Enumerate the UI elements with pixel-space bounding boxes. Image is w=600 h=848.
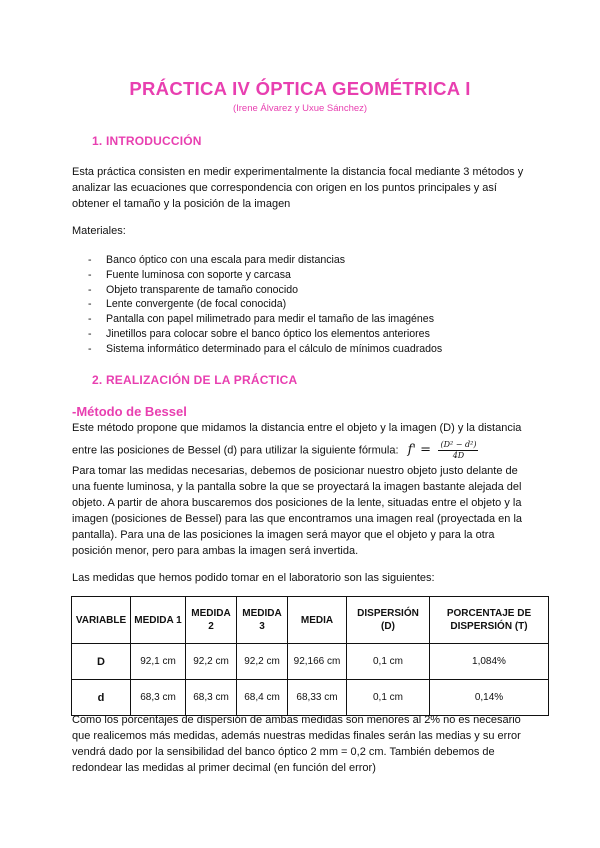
- formula-denominator: 4D: [452, 451, 465, 460]
- materials-label: Materiales:: [72, 225, 126, 237]
- intro-paragraph: Esta práctica consisten en medir experimentalmente la distancia focal mediante 3 métodos y analizar las ecuaciones que correspondencia con origen en los puntos principales y así obtener el tamaño y la posición de la imagen: [72, 166, 524, 210]
- section-realizacion-heading: 2. REALIZACIÓN DE LA PRÁCTICA: [92, 373, 298, 387]
- bessel-line-1: Este método propone que midamos la distancia entre el objeto y la imagen (D) y la distancia: [72, 422, 522, 434]
- measurements-table: [71, 596, 549, 716]
- materials-list: [88, 253, 442, 357]
- table-header-row: [72, 597, 549, 644]
- table-cell: 68,3 cm: [131, 680, 186, 716]
- table-cell: d: [72, 680, 131, 716]
- bessel-line-2-with-formula: [72, 440, 542, 461]
- header-medida-1: MEDIDA 1: [131, 597, 186, 644]
- formula-numerator: (D² − d²): [440, 440, 477, 449]
- table-intro: Las medidas que hemos podido tomar en el laboratorio son las siguientes:: [72, 572, 435, 584]
- list-item: - Lente convergente (de focal conocida): [88, 297, 442, 312]
- procedure-paragraph: Para tomar las medidas necesarias, debemos de posicionar nuestro objeto justo delante de una fuente luminosa, y la pantalla sobre la que se proyectará la imagen bastante alejada del objeto. A partir de ahora buscaremos dos posiciones de la lente, situadas entre el objeto y la imagen (posiciones de Bessel) para las que encontramos una imagen real (proyectada en la pantalla). Para una de las posiciones la imagen será mayor que el objeto y para la otra posición menor, pero para ambas la imagen será invertida.: [72, 465, 523, 557]
- table-cell: 92,166 cm: [288, 644, 347, 680]
- document-title: PRÁCTICA IV ÓPTICA GEOMÉTRICA I: [129, 78, 471, 99]
- table-cell: 92,1 cm: [131, 644, 186, 680]
- table-cell: 0,1 cm: [347, 644, 430, 680]
- table-row: [72, 680, 549, 716]
- header-variable: VARIABLE: [72, 597, 131, 644]
- table-cell: 0,14%: [430, 680, 549, 716]
- bessel-method-heading: -Método de Bessel: [72, 404, 187, 419]
- table-cell: 68,33 cm: [288, 680, 347, 716]
- table-cell: 92,2 cm: [237, 644, 288, 680]
- header-medida-3: MEDIDA 3: [237, 597, 288, 644]
- formula-fraction: [438, 440, 478, 461]
- table-cell: 92,2 cm: [186, 644, 237, 680]
- header-media: MEDIA: [288, 597, 347, 644]
- header-dispersion: DISPERSIÓN (D): [347, 597, 430, 644]
- list-item: - Objeto transparente de tamaño conocido: [88, 283, 442, 298]
- bessel-line-2: entre las posiciones de Bessel (d) para utilizar la siguiente fórmula:: [72, 444, 399, 457]
- list-item: - Jinetillos para colocar sobre el banco óptico los elementos anteriores: [88, 327, 442, 342]
- table-cell: 0,1 cm: [347, 680, 430, 716]
- table-cell: D: [72, 644, 131, 680]
- table-cell: 1,084%: [430, 644, 549, 680]
- header-medida-2: MEDIDA 2: [186, 597, 237, 644]
- table-cell: 68,3 cm: [186, 680, 237, 716]
- bessel-formula: [408, 440, 479, 461]
- header-porcentaje: PORCENTAJE DE DISPERSIÓN (T): [430, 597, 549, 644]
- list-item: - Fuente luminosa con soporte y carcasa: [88, 268, 442, 283]
- table-row: [72, 644, 549, 680]
- authors-line: (Irene Álvarez y Uxue Sánchez): [232, 103, 368, 114]
- list-item: - Banco óptico con una escala para medir distancias: [88, 253, 442, 268]
- list-item: - Sistema informático determinado para el cálculo de mínimos cuadrados: [88, 342, 442, 357]
- formula-lhs: f' =: [407, 442, 431, 458]
- table-cell: 68,4 cm: [237, 680, 288, 716]
- conclusion-paragraph: Como los porcentajes de dispersión de ambas medidas son menores al 2% no es necesario que realicemos más medidas, además nuestras medidas finales serán las medias y su error vendrá dado por la sensibilidad del banco óptico 2 mm = 0,2 cm. También debemos de redondear las medidas al primer decimal (en función del error): [72, 714, 521, 774]
- section-introduccion-heading: 1. INTRODUCCIÓN: [92, 134, 202, 148]
- list-item: - Pantalla con papel milimetrado para medir el tamaño de las imagénes: [88, 312, 442, 327]
